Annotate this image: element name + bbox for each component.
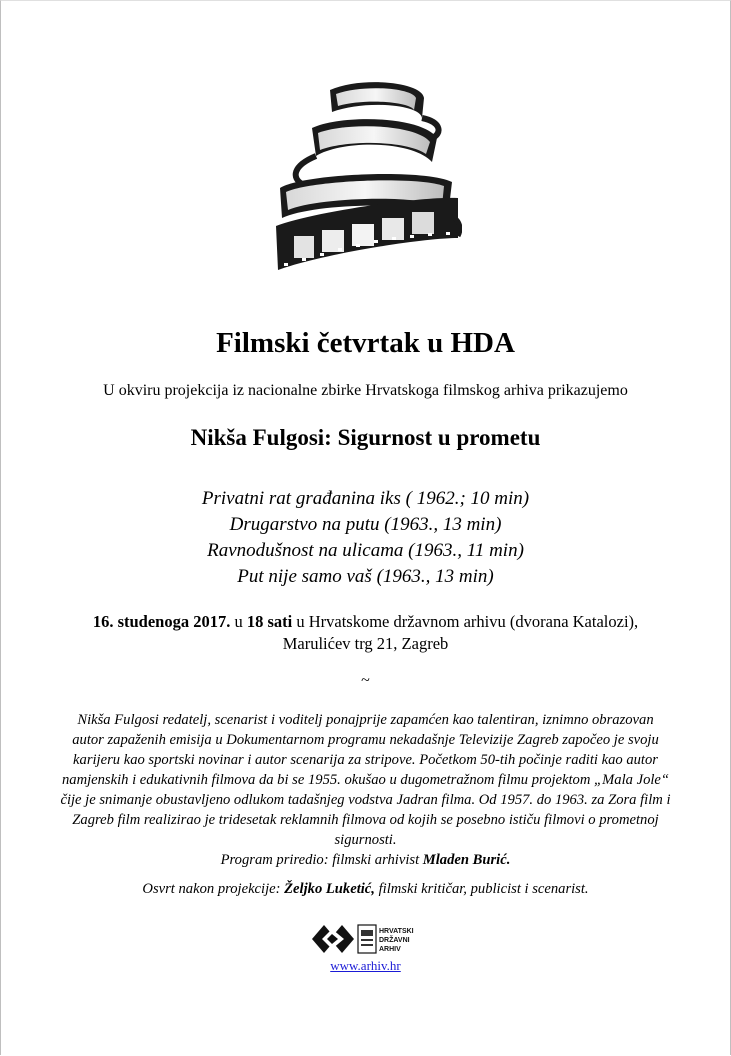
film-archive-logo-icon — [312, 925, 354, 953]
reviewer-name: Željko Luketić, — [284, 881, 375, 897]
film-item: Ravnodušnost na ulicama (1963., 11 min) — [207, 540, 524, 561]
archive-logos — [310, 922, 422, 956]
review-line — [0, 881, 731, 898]
film-strip-illustration — [272, 78, 462, 278]
event-address: Marulićev trg 21, Zagreb — [282, 634, 449, 653]
logo-text-line: HRVATSKI — [379, 928, 414, 935]
website-link-wrap — [0, 958, 731, 974]
program-subtitle: Nikša Fulgosi: Sigurnost u prometu — [190, 425, 541, 450]
film-item: Put nije samo vaš (1963., 13 min) — [237, 566, 494, 587]
logo-text-line: DRŽAVNI — [379, 937, 410, 944]
website-link[interactable]: www.arhiv.hr — [330, 958, 401, 973]
curator-prefix: Program priredio: filmski arhivist — [220, 852, 423, 868]
review-suffix: filmski kritičar, publicist i scenarist. — [374, 881, 589, 897]
event-conj: u — [230, 612, 247, 631]
film-item: Drugarstvo na putu (1963., 13 min) — [229, 514, 502, 535]
event-date: 16. studenoga 2017. — [92, 612, 231, 631]
intro-text: U okviru projekcija iz nacionalne zbirke Hrvatskoga filmskog arhiva prikazujemo — [103, 382, 628, 399]
bio-text: Nikša Fulgosi redatelj, scenarist i voditelj ponajprije zapamćen kao talentiran, iznimno obrazovan autor zapaženih emisija u Dokumentarnom programu nekadašnje Televizije Zagreb započeo je svoju karijeru kao sportski novinar i autor scenarija za stripove. Početkom 50-tih počinje raditi kao autor namjenskih i edukativnih filmova da bi se 1955. okušao u dugometražnom filmu projektom „Mala Jole“ čije je snimanje obustavljeno odlukom tadašnjeg vodstva Jadran filma. Od 1957. do 1963. za Zora film i Zagreb film realizirao je tridesetak reklamnih filmova od kojih se posebno ističu filmovi o prometnoj sigurnosti. — [60, 712, 671, 848]
logo-text-line: ARHIV — [379, 946, 401, 953]
director-bio — [60, 710, 671, 870]
film-item: Privatni rat građanina iks ( 1962.; 10 min) — [201, 488, 530, 509]
curator-name: Mladen Burić. — [422, 852, 511, 868]
event-details — [0, 611, 731, 655]
croatian-state-archive-logo-icon — [358, 925, 376, 953]
film-list — [0, 486, 731, 590]
review-prefix: Osvrt nakon projekcije: — [142, 881, 285, 897]
event-time: 18 sati — [246, 612, 293, 631]
event-venue: u Hrvatskome državnom arhivu (dvorana Katalozi), — [292, 612, 639, 631]
page-title: Filmski četvrtak u HDA — [216, 327, 515, 359]
separator: ~ — [361, 672, 370, 689]
